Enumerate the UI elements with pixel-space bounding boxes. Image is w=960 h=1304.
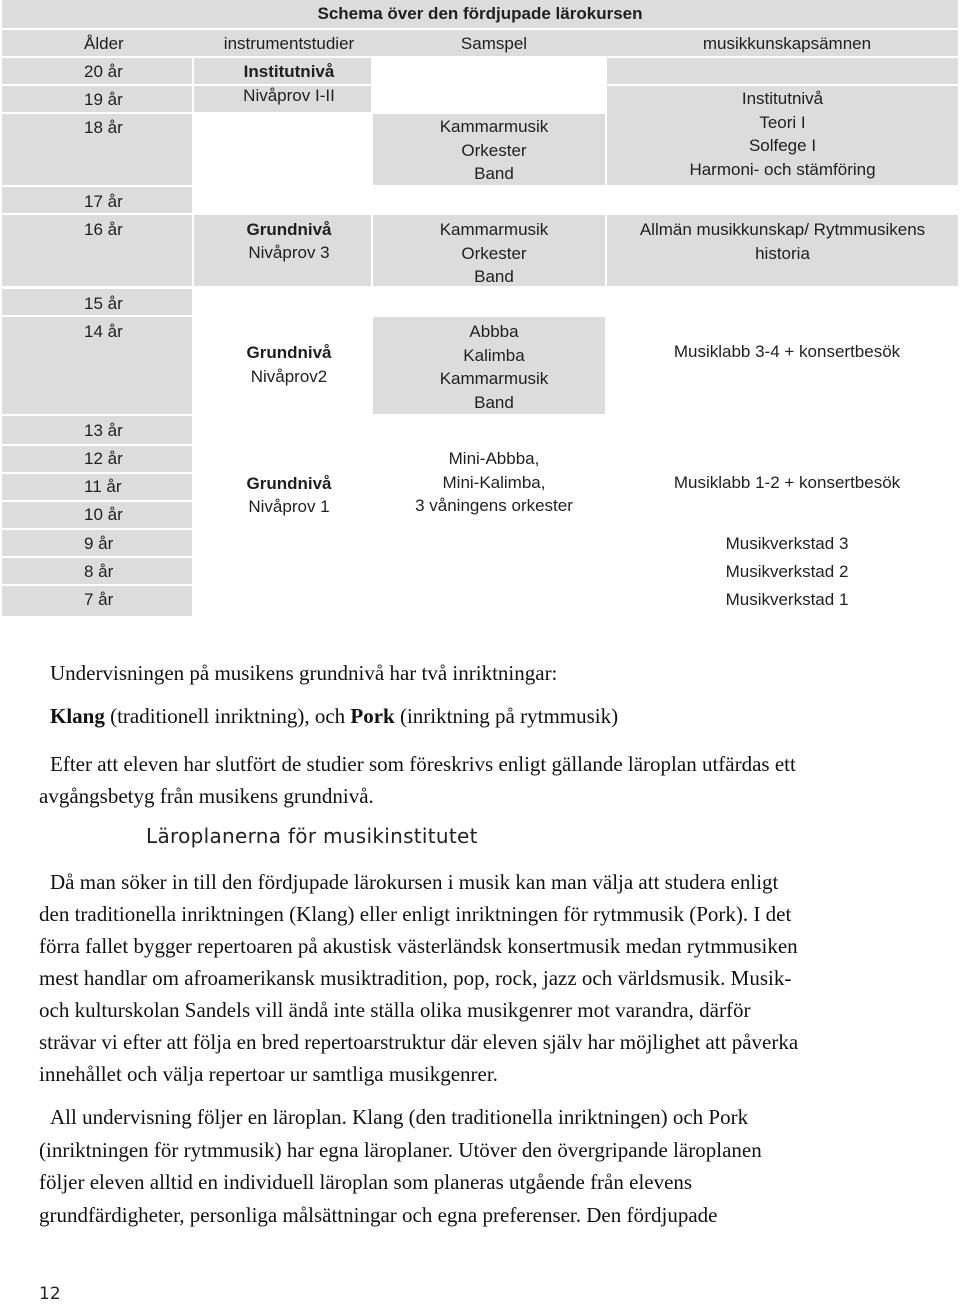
theory-item: Allmän musikkunskap/ Rytmmusikens (639, 220, 926, 239)
ensemble-item: Band (474, 267, 514, 286)
instrument-grund3-sub: Nivåprov 3 (248, 243, 330, 262)
paragraph-line: strävar vi efter att följa en bred repertoarstruktur där eleven själv har möjlighet att påverka (39, 1030, 799, 1054)
age-label: 11 år (84, 477, 122, 496)
theory-institut-block (607, 87, 958, 181)
age-label: 17 år (84, 192, 123, 211)
ensemble-block-2 (384, 218, 604, 289)
paragraph-line: avgångsbetyg från musikens grundnivå. (39, 784, 374, 808)
theory-allman-block (607, 218, 958, 265)
age-label: 9 år (84, 534, 114, 553)
klang-term: Klang (50, 704, 105, 728)
theory-verkstad1: Musikverkstad 1 (725, 590, 849, 609)
header-instrument: instrumentstudier (223, 34, 355, 53)
individual-plan-paragraph (39, 1101, 762, 1231)
instrument-grund2-label: Grundnivå (246, 343, 332, 362)
paragraph-line: All undervisning följer en läroplan. Klang (den traditionella inriktningen) och Pork (50, 1105, 749, 1129)
instrument-grund1-label: Grundnivå (246, 474, 332, 493)
age-label: 16 år (84, 220, 123, 239)
age-label: 19 år (84, 90, 123, 109)
age-label: 12 år (84, 449, 123, 468)
certificate-paragraph (39, 748, 796, 812)
instrument-institut-label: Institutnivå (243, 62, 335, 81)
ensemble-item: Band (474, 392, 514, 412)
directions-paragraph (50, 704, 618, 729)
header-age: Ålder (84, 34, 124, 53)
age-label: 14 år (84, 322, 123, 341)
age-label: 15 år (84, 294, 123, 313)
age-label: 18 år (84, 118, 123, 137)
theory-top-cell (607, 58, 958, 84)
paragraph-line: Då man söker in till den fördjupade lärokursen i musik kan man välja att studera enligt (50, 870, 779, 894)
age-label: 20 år (84, 62, 123, 81)
age-label: 10 år (84, 505, 123, 524)
theory-item: historia (755, 243, 810, 263)
paragraph-line: Efter att eleven har slutfört de studier som föreskrivs enligt gällande läroplan utfärdas ett (50, 752, 796, 776)
ensemble-block-4 (384, 447, 604, 518)
page-number: 12 (39, 1284, 61, 1304)
ensemble-item: Mini-Abbba, (448, 449, 540, 468)
ensemble-item: Band (474, 164, 514, 183)
ensemble-item: 3 våningens orkester (415, 496, 573, 515)
ensemble-item: Orkester (461, 140, 527, 160)
theory-item: Teori I (759, 112, 806, 132)
instrument-grund3-label: Grundnivå (246, 220, 332, 239)
theory-verkstad3: Musikverkstad 3 (725, 534, 849, 553)
paragraph-line: den traditionella inriktningen (Klang) eller enligt inriktningen för rytmmusik (Pork). I det (39, 902, 792, 926)
age-label: 13 år (84, 421, 123, 440)
paragraph-line: grundfärdigheter, personliga målsättningar och egna preferenser. Den fördjupade (39, 1202, 718, 1227)
ensemble-item: Orkester (461, 243, 527, 263)
theory-labb34: Musiklabb 3-4 + konsertbesök (673, 342, 901, 361)
ensemble-item: Abbba (469, 322, 519, 341)
age-label: 7 år (84, 590, 114, 609)
paragraph-line: mest handlar om afroamerikansk musiktradition, pop, rock, jazz och världsmusik. Musik- (39, 966, 792, 990)
curriculum-paragraph (39, 866, 798, 1090)
ensemble-item: Kalimba (463, 345, 525, 365)
section-heading: Läroplanerna för musikinstitutet (146, 824, 478, 848)
paragraph-line: innehållet och välja repertoar ur samtliga musikgenrer. (39, 1062, 498, 1086)
pork-term: Pork (350, 704, 395, 728)
intro-paragraph: Undervisningen på musikens grundnivå har två inriktningar: (50, 661, 558, 685)
paragraph-line: och kulturskolan Sandels vill ändå inte ställa olika musikgenrer mot varandra, därför (39, 998, 751, 1022)
theory-labb12: Musiklabb 1-2 + konsertbesök (673, 473, 901, 492)
paragraph-line: följer eleven alltid en individuell läroplan som planeras utgående från elevens (39, 1170, 693, 1194)
theory-item: Institutnivå (741, 89, 824, 108)
table-title: Schema över den fördjupade lärokursen (317, 4, 643, 23)
directions-text: (inriktning på rytmmusik) (394, 704, 619, 728)
paragraph-line: (inriktningen för rytmmusik) har egna läroplaner. Utöver den övergripande läroplanen (39, 1137, 762, 1162)
instrument-grund2-sub: Nivåprov2 (250, 367, 328, 386)
ensemble-block-3 (384, 320, 604, 414)
instrument-institut-sub: Nivåprov I-II (243, 86, 335, 105)
header-theory: musikkunskapsämnen (702, 34, 872, 53)
ensemble-block-1 (384, 115, 604, 186)
instrument-grund1-sub: Nivåprov 1 (248, 497, 330, 516)
theory-verkstad2: Musikverkstad 2 (725, 562, 849, 581)
ensemble-item: Kammarmusik (439, 369, 549, 388)
directions-text: (traditionell inriktning), och (104, 704, 351, 728)
ensemble-item: Kammarmusik (439, 220, 549, 239)
paragraph-line: förra fallet bygger repertoaren på akustisk västerländsk konsertmusik medan rytmmusiken (39, 934, 798, 958)
theory-item: Solfege I (748, 136, 817, 155)
ensemble-item: Kammarmusik (439, 117, 549, 136)
theory-item: Harmoni- och stämföring (689, 159, 876, 179)
ensemble-item: Mini-Kalimba, (442, 472, 546, 492)
header-ensemble: Samspel (460, 34, 528, 53)
age-label: 8 år (84, 562, 114, 581)
